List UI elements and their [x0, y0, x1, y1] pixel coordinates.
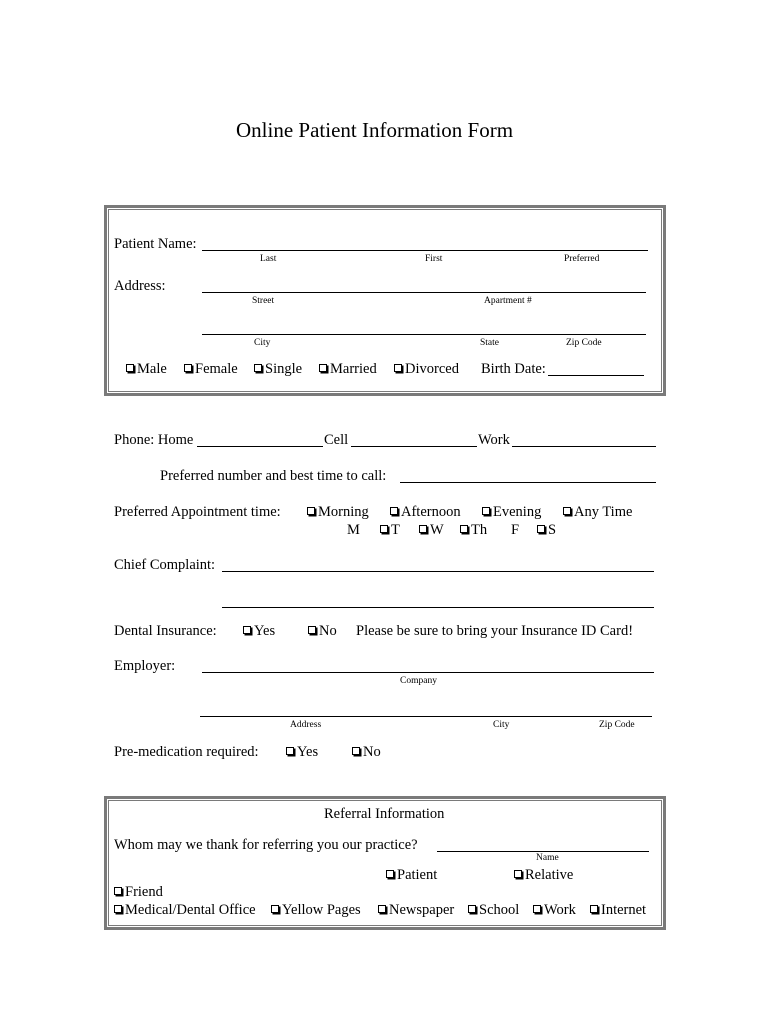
male-checkbox[interactable]: Male [126, 361, 167, 378]
employer-label: Employer: [114, 658, 176, 674]
chief-complaint-field[interactable] [222, 571, 654, 572]
day-monday-label: M [347, 522, 360, 538]
premed-yes-checkbox[interactable]: Yes [286, 744, 318, 761]
checkbox-icon [394, 364, 402, 372]
checkbox-icon [533, 905, 541, 913]
thursday-checkbox[interactable]: Th [460, 522, 487, 539]
referral-title: Referral Information [324, 806, 445, 822]
referral-yellow-pages-checkbox[interactable]: Yellow Pages [271, 902, 361, 919]
married-checkbox[interactable]: Married [319, 361, 377, 378]
referral-patient-checkbox[interactable]: Patient [386, 867, 437, 884]
referrer-name-field[interactable] [437, 851, 649, 852]
premed-no-checkbox[interactable]: No [352, 744, 381, 761]
city-caption: City [254, 338, 271, 348]
any-time-checkbox[interactable]: Any Time [563, 504, 632, 521]
city-state-zip-field[interactable] [202, 334, 646, 335]
checkbox-icon [271, 905, 279, 913]
cell-label: Cell [324, 432, 349, 448]
checkbox-icon [590, 905, 598, 913]
address-label: Address: [114, 278, 166, 294]
checkbox-icon [126, 364, 134, 372]
checkbox-icon [307, 507, 315, 515]
street-field[interactable] [202, 292, 646, 293]
preferred-number-field[interactable] [400, 482, 656, 483]
chief-complaint-field-2[interactable] [222, 607, 654, 608]
dental-insurance-label: Dental Insurance: [114, 623, 217, 639]
saturday-checkbox[interactable]: S [537, 522, 556, 539]
cell-phone-field[interactable] [351, 446, 477, 447]
checkbox-icon [184, 364, 192, 372]
company-caption: Company [400, 676, 437, 686]
patient-name-label: Patient Name: [114, 236, 197, 252]
checkbox-icon [390, 507, 398, 515]
referral-question: Whom may we thank for referring you our practice? [114, 837, 418, 853]
phone-home-label: Phone: Home [114, 432, 194, 448]
work-label: Work [478, 432, 510, 448]
morning-checkbox[interactable]: Morning [307, 504, 369, 521]
divorced-checkbox[interactable]: Divorced [394, 361, 459, 378]
insurance-no-checkbox[interactable]: No [308, 623, 337, 640]
home-phone-field[interactable] [197, 446, 323, 447]
referral-medical-office-checkbox[interactable]: Medical/Dental Office [114, 902, 256, 919]
checkbox-icon [286, 747, 294, 755]
checkbox-icon [460, 525, 468, 533]
referral-internet-checkbox[interactable]: Internet [590, 902, 646, 919]
referral-newspaper-checkbox[interactable]: Newspaper [378, 902, 454, 919]
single-checkbox[interactable]: Single [254, 361, 302, 378]
patient-name-field[interactable] [202, 250, 648, 251]
checkbox-icon [482, 507, 490, 515]
checkbox-icon [243, 626, 251, 634]
referral-school-checkbox[interactable]: School [468, 902, 519, 919]
employer-company-field[interactable] [202, 672, 654, 673]
wednesday-checkbox[interactable]: W [419, 522, 444, 539]
day-friday-label: F [511, 522, 520, 538]
appointment-time-label: Preferred Appointment time: [114, 504, 281, 520]
first-caption: First [425, 254, 443, 264]
evening-checkbox[interactable]: Evening [482, 504, 541, 521]
insurance-note: Please be sure to bring your Insurance ID Card! [356, 623, 634, 639]
checkbox-icon [319, 364, 327, 372]
checkbox-icon [352, 747, 360, 755]
zip-caption: Zip Code [566, 338, 602, 348]
referral-friend-checkbox[interactable]: Friend [114, 884, 163, 901]
female-checkbox[interactable]: Female [184, 361, 238, 378]
checkbox-icon [380, 525, 388, 533]
last-caption: Last [260, 254, 277, 264]
checkbox-icon [419, 525, 427, 533]
chief-complaint-label: Chief Complaint: [114, 557, 216, 573]
premedication-label: Pre-medication required: [114, 744, 259, 760]
referral-relative-checkbox[interactable]: Relative [514, 867, 573, 884]
work-phone-field[interactable] [512, 446, 656, 447]
preferred-caption: Preferred [564, 254, 600, 264]
preferred-number-label: Preferred number and best time to call: [160, 468, 387, 484]
checkbox-icon [386, 870, 394, 878]
insurance-yes-checkbox[interactable]: Yes [243, 623, 275, 640]
employer-address-caption: Address [290, 720, 322, 730]
checkbox-icon [308, 626, 316, 634]
birth-date-label: Birth Date: [481, 361, 546, 377]
checkbox-icon [537, 525, 545, 533]
employer-city-caption: City [493, 720, 510, 730]
referrer-name-caption: Name [536, 853, 559, 863]
state-caption: State [480, 338, 499, 348]
page-title: Online Patient Information Form [236, 118, 514, 142]
street-caption: Street [252, 296, 275, 306]
checkbox-icon [254, 364, 262, 372]
birth-date-field[interactable] [548, 375, 644, 376]
checkbox-icon [563, 507, 571, 515]
checkbox-icon [114, 905, 122, 913]
referral-work-checkbox[interactable]: Work [533, 902, 576, 919]
tuesday-checkbox[interactable]: T [380, 522, 400, 539]
checkbox-icon [468, 905, 476, 913]
employer-address-field[interactable] [200, 716, 652, 717]
apartment-caption: Apartment # [484, 296, 532, 306]
checkbox-icon [114, 887, 122, 895]
afternoon-checkbox[interactable]: Afternoon [390, 504, 461, 521]
checkbox-icon [514, 870, 522, 878]
employer-zip-caption: Zip Code [599, 720, 635, 730]
checkbox-icon [378, 905, 386, 913]
